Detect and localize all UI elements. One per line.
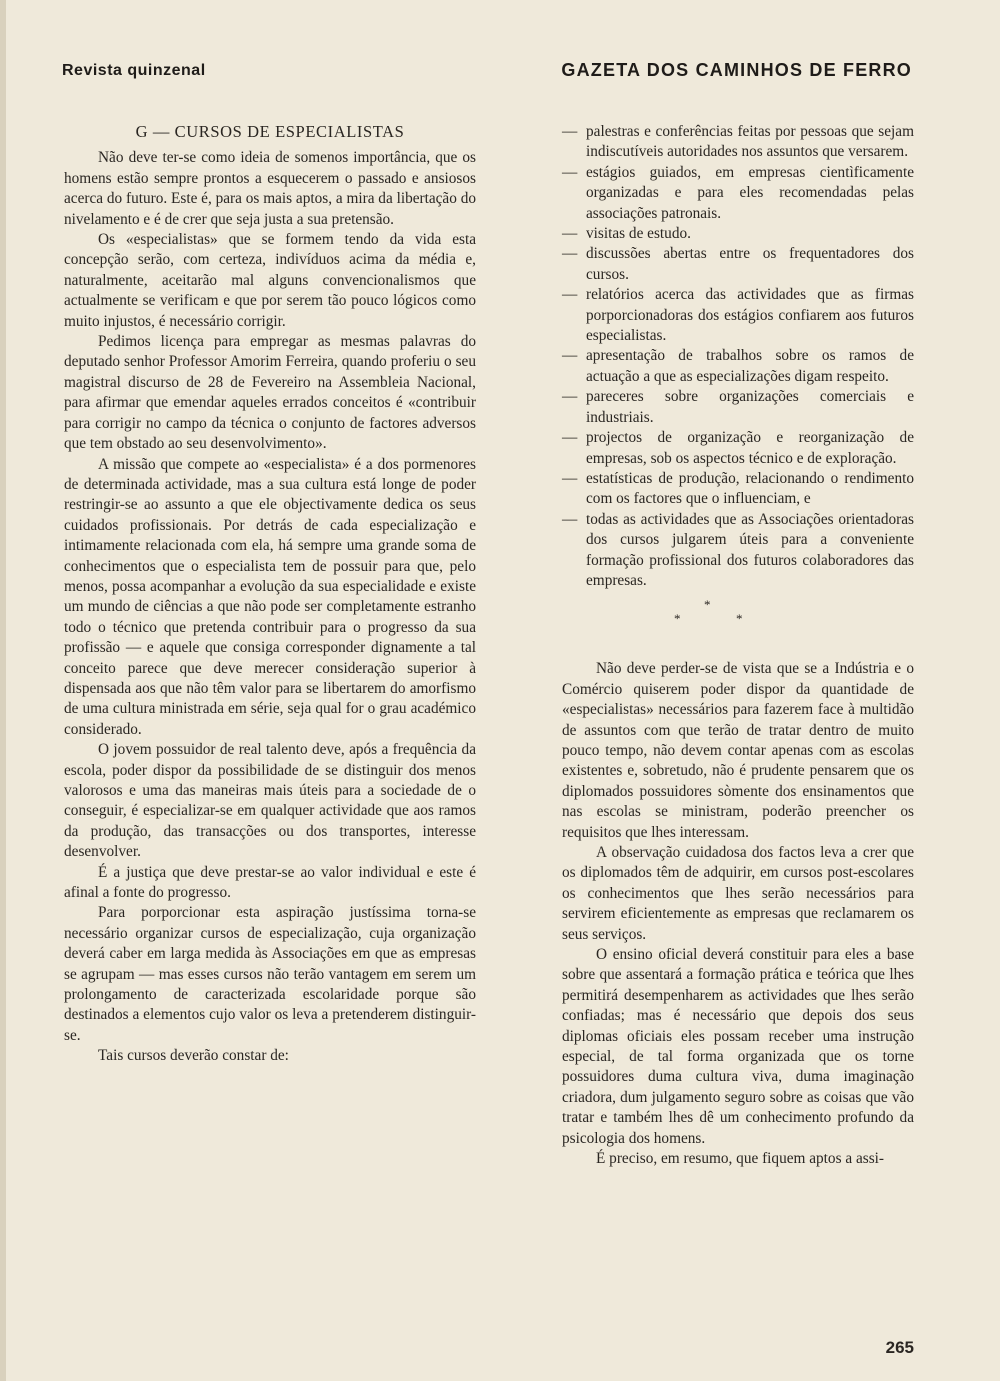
list-item: — estatísticas de produção, relacionando o rendimento com os factores que o influenciam, e: [562, 469, 914, 510]
right-column: [562, 122, 914, 1170]
list-item: — projectos de organização e reorganização de empresas, sob os aspectos técnico e de exploração.: [562, 428, 914, 469]
page-edge: [0, 0, 6, 1381]
paragraph: Não deve perder-se de vista que se a Indústria e o Comércio quiserem poder dispor da quantidade de «especialistas» necessários para fazerem face à multidão de assuntos com que terão de tratar dentro de muito pouco tempo, não devem contar apenas com as escolas existentes e, sobretudo, não é prudente pensarem que os diplomados possuidores sòmente dos ensinamentos que nas escolas se ministram, poderão preencher os requisitos que lhes interessam.: [562, 660, 914, 841]
list-item: — apresentação de trabalhos sobre os ramos de actuação a que as especializações digam respeito.: [562, 346, 914, 387]
paragraph: Os «especialistas» que se formem tendo da vida esta concepção serão, com certeza, indivíduos acima da média e, naturalmente, aceitarão mal alguns convencionalismos que actualmente se verificam e que por serem tão pouco lógicos como muito injustos, é necessário corrigir.: [64, 231, 476, 330]
course-items-list: [562, 122, 914, 591]
page-number: 265: [885, 1338, 914, 1357]
list-item: — estágios guiados, em empresas cientìficamente organizadas e para eles recomendadas pelas associações patronais.: [562, 163, 914, 224]
paragraph: O jovem possuidor de real talento deve, após a frequência da escola, poder dispor da possibilidade de se distinguir dos menos valorosos e uma das maneiras mais úteis para a sociedade de o conseguir, é especializar-se em qualquer actividade que aos ramos da produção, das transacções ou dos transportes, interesse desenvolver.: [64, 741, 476, 861]
list-item: — todas as actividades que as Associações orientadoras dos cursos julgarem úteis para a conveniente formação profissional dos futuros colaboradores das empresas.: [562, 510, 914, 592]
paragraph: É preciso, em resumo, que fiquem aptos a assi-: [596, 1150, 885, 1168]
asterisk-icon: *: [674, 611, 681, 627]
left-column: [64, 122, 476, 1067]
list-item: — visitas de estudo.: [562, 224, 914, 244]
section-title: G — CURSOS DE ESPECIALISTAS: [135, 122, 405, 141]
paragraph: Tais cursos deverão constar de:: [98, 1047, 289, 1065]
asterisk-icon: *: [736, 611, 743, 627]
paragraph: A observação cuidadosa dos factos leva a crer que os diplomados têm de adquirir, em cursos post-escolares os conhecimentos que lhes serão necessários para servirem eficientemente as empresas que reclamarem os seus serviços.: [562, 844, 914, 943]
paragraph: Não deve ter-se como ideia de somenos importância, que os homens estão sempre prontos a esquecerem o passado e ansiosos acerca do futuro. Este é, para os mais aptos, a mira da libertação do nivelamento e é de crer que seja justa a sua pretensão.: [64, 149, 476, 228]
paragraph: Pedimos licença para empregar as mesmas palavras do deputado senhor Professor Amorim Ferreira, quando proferiu o seu magistral discurso de 28 de Fevereiro na Assembleia Nacional, para afirmar que emendar aqueles errados conceitos é «contribuir para corrigir no campo da técnica o conjunto de factores adversos que tem obstado ao seu desenvolvimento».: [64, 333, 476, 453]
paragraph: É a justiça que deve prestar-se ao valor individual e este é afinal a fonte do progresso.: [64, 863, 476, 902]
header-title: GAZETA DOS CAMINHOS DE FERRO: [561, 60, 912, 80]
list-item: — relatórios acerca das actividades que as firmas porporcionadoras dos estágios confiarem aos futuros especialistas.: [562, 285, 914, 346]
list-item: — discussões abertas entre os frequentadores dos cursos.: [562, 244, 914, 285]
section-separator: [562, 595, 914, 641]
asterisk-icon: *: [704, 597, 711, 613]
paragraph: A missão que compete ao «especialista» é a dos pormenores de determinada actividade, mas a sua cultura está longe de poder restringir-se ao assunto a que ele objectivamente dedica os seus cuidados profissionais. Por detrás de cada especialização e intimamente relacionada com ela, há sempre uma grande soma de conhecimentos que o especialista tem de possuir para que, pelo menos, possa acompanhar a evolução da sua especialidade e existe um mundo de ciências a que não pode ser completamente estranho todo o técnico que pretenda contribuir para o progresso da sua profissão — e aquele que consiga corresponder dignamente a tal conceito parece que deve merecer consideração superior à dispensada aos que não têm valor para se libertarem do amorfismo de uma cultura ministrada em série, seja qual for o grau académico considerado.: [64, 455, 476, 738]
header-left: Revista quinzenal: [62, 62, 206, 79]
right-text-block: [562, 659, 914, 1169]
list-item: — palestras e conferências feitas por pessoas que sejam indiscutíveis autoridades nos assuntos que versarem.: [562, 122, 914, 163]
paragraph: O ensino oficial deverá constituir para eles a base sobre que assentará a formação prática e teórica que lhes permitirá desempenharem as actividades que lhes serão confiadas; mas é necessário que depois dos seus diplomas oficiais eles possam receber uma instrução especial, de tal forma organizada que os torne possuidores duma cultura viva, duma imaginação criadora, dum julgamento seguro sobre as coisas que vão tratar e também lhes dê um conhecimento profundo da psicologia dos homens.: [562, 946, 914, 1147]
paragraph: Para porporcionar esta aspiração justíssima torna-se necessário organizar cursos de especialização, cuja organização deverá caber em larga medida às Associações em que as empresas se agrupam — mas esses cursos não terão vantagem em serem um prolongamento de caracterizada escolaridade porque são destinados a elementos cujo valor os leva a pretenderem distinguir-se.: [64, 904, 476, 1044]
list-item: — pareceres sobre organizações comerciais e industriais.: [562, 387, 914, 428]
